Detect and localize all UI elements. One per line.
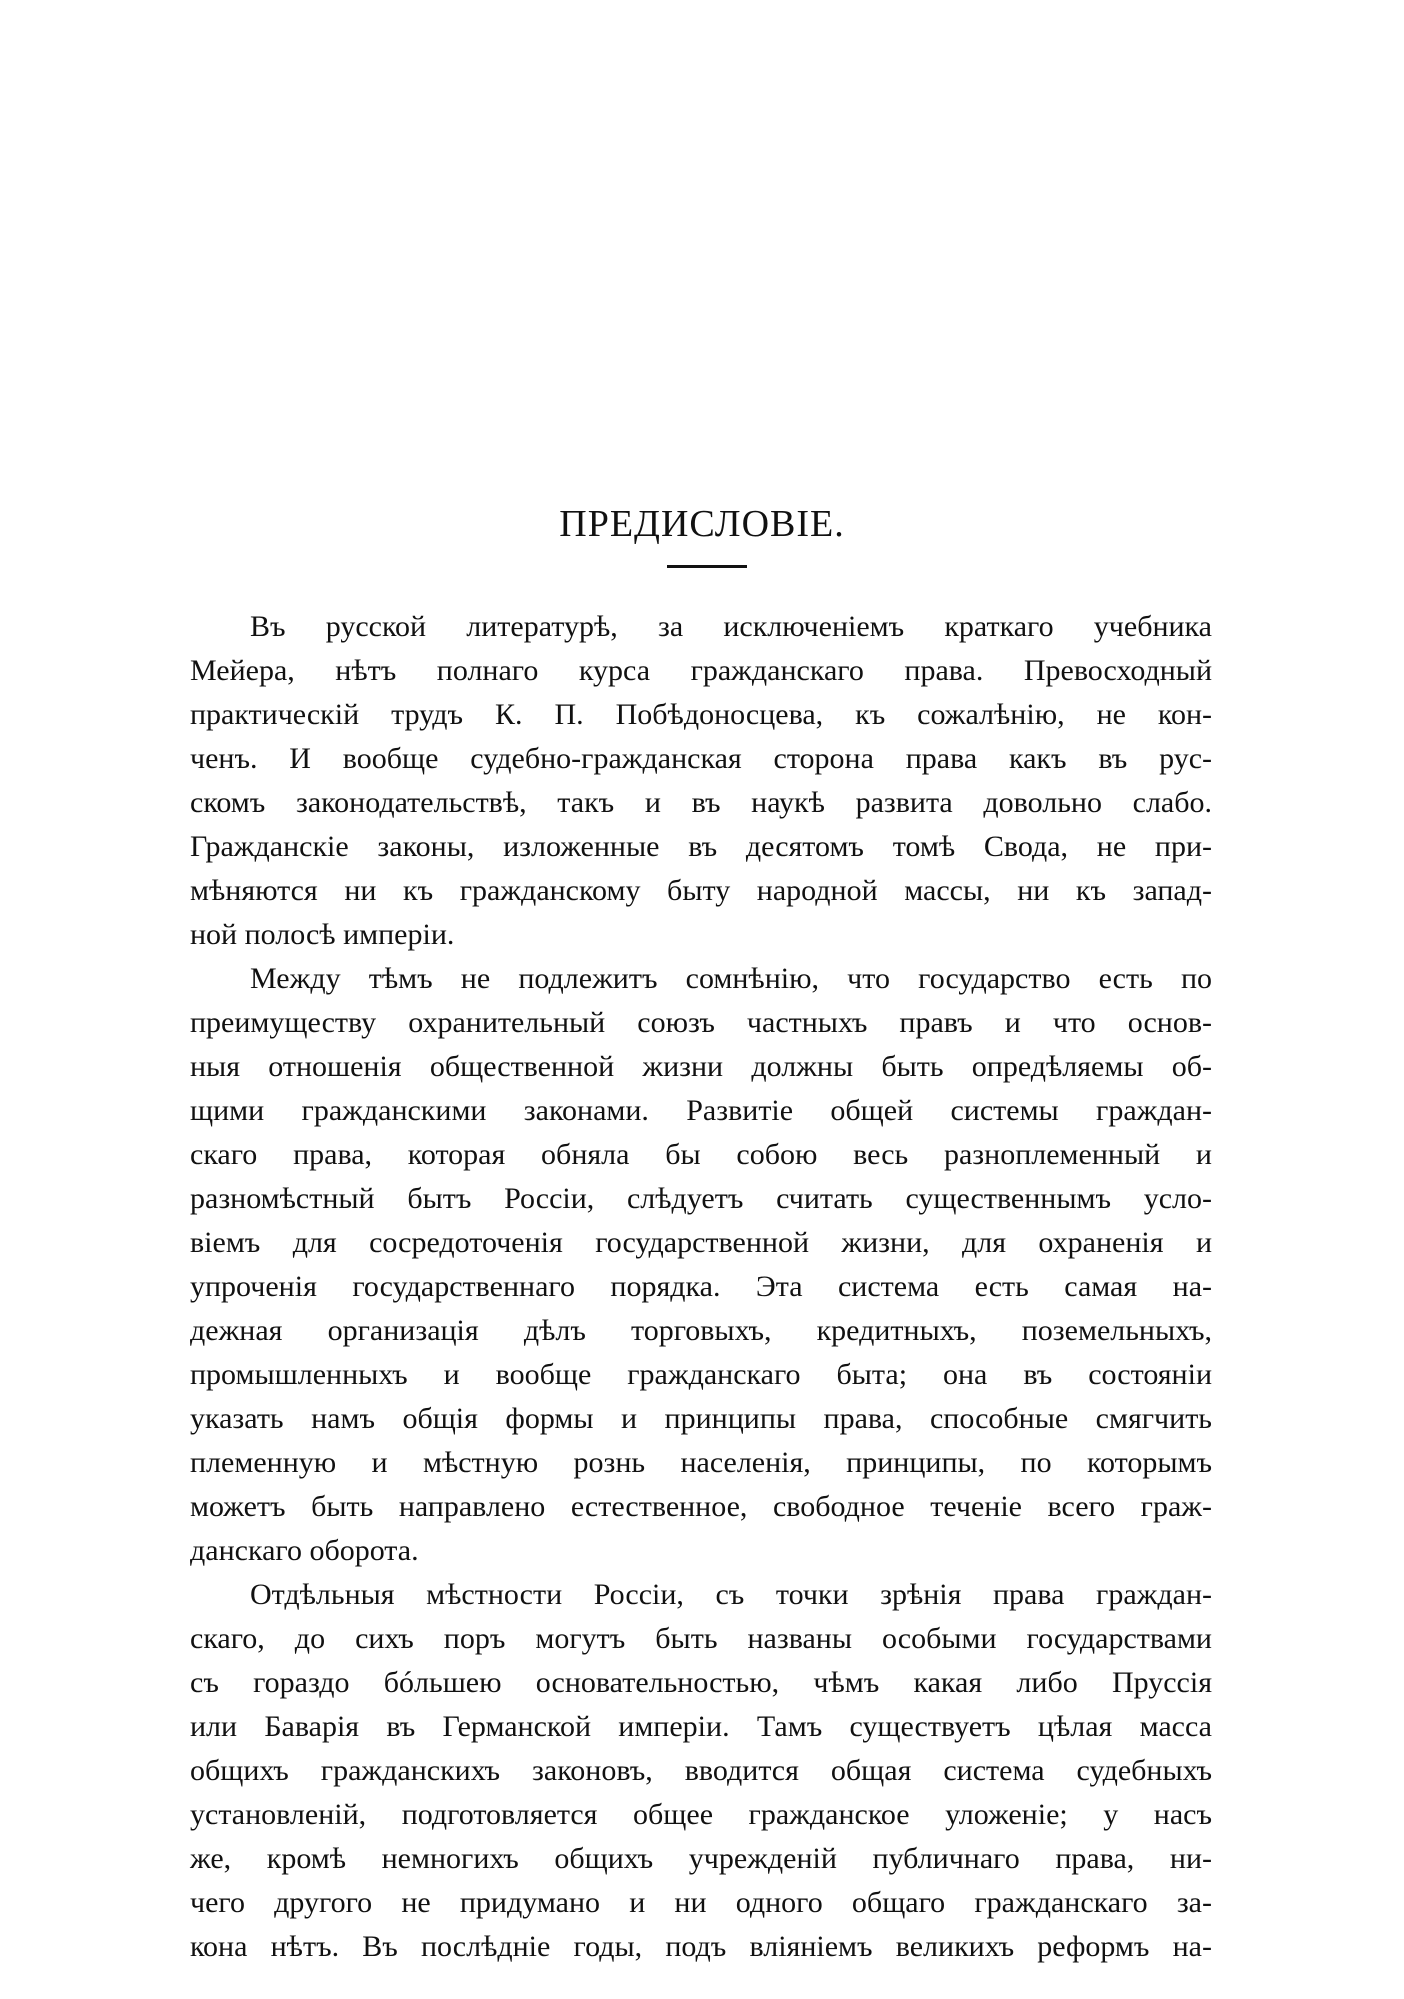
text-line: практическій трудъ К. П. Побѣдоносцева, къ сожалѣнію, не кон- <box>190 698 1212 731</box>
text-line: данскаго оборота. <box>190 1534 419 1567</box>
body-text <box>190 605 1212 1969</box>
text-line: віемъ для сосредоточенія государственной жизни, для охраненія и <box>190 1226 1212 1259</box>
text-line: дежная организація дѣлъ торговыхъ, кредитныхъ, поземельныхъ, <box>190 1314 1212 1347</box>
text-line: указать намъ общія формы и принципы права, способные смягчить <box>190 1402 1212 1435</box>
title-divider <box>667 565 747 568</box>
text-line: установленій, подготовляется общее гражданское уложеніе; у насъ <box>190 1798 1212 1831</box>
text-line: съ гораздо бóльшею основательностью, чѣмъ какая либо Пруссія <box>190 1666 1212 1699</box>
text-line: скаго права, которая обняла бы собою весь разноплеменный и <box>190 1138 1212 1171</box>
page-title: ПРЕДИСЛОВІЕ. <box>559 503 845 546</box>
text-line: ченъ. И вообще судебно-гражданская сторона права какъ въ рус- <box>190 742 1212 775</box>
text-line: Мейера, нѣтъ полнаго курса гражданскаго права. Превосходный <box>190 654 1212 687</box>
text-line: или Баварія въ Германской имперіи. Тамъ существуетъ цѣлая масса <box>190 1710 1212 1743</box>
paragraph-2 <box>190 957 1212 1573</box>
text-line: Между тѣмъ не подлежитъ сомнѣнію, что государство есть по <box>250 962 1212 995</box>
text-line: же, кромѣ немногихъ общихъ учрежденій публичнаго права, ни- <box>190 1842 1212 1875</box>
paragraph-3 <box>190 1573 1212 1969</box>
text-line: племенную и мѣстную рознь населенія, принципы, по которымъ <box>190 1446 1212 1479</box>
text-line: разномѣстный бытъ Россіи, слѣдуетъ считать существеннымъ усло- <box>190 1182 1212 1215</box>
text-line: скомъ законодательствѣ, такъ и въ наукѣ развита довольно слабо. <box>190 786 1212 819</box>
text-line: упроченія государственнаго порядка. Эта система есть самая на- <box>190 1270 1212 1303</box>
text-line: преимуществу охранительный союзъ частныхъ правъ и что основ- <box>190 1006 1212 1039</box>
text-line: чего другого не придумано и ни одного общаго гражданскаго за- <box>190 1886 1212 1919</box>
text-line: общихъ гражданскихъ законовъ, вводится общая система судебныхъ <box>190 1754 1212 1787</box>
text-line: можетъ быть направлено естественное, свободное теченіе всего граж- <box>190 1490 1212 1523</box>
text-line: промышленныхъ и вообще гражданскаго быта; она въ состояніи <box>190 1358 1212 1391</box>
text-line: ной полосѣ имперіи. <box>190 918 455 951</box>
text-line: Отдѣльныя мѣстности Россіи, съ точки зрѣнія права граждан- <box>250 1578 1212 1611</box>
text-line: Гражданскіе законы, изложенные въ десятомъ томѣ Свода, не при- <box>190 830 1212 863</box>
text-line: скаго, до сихъ поръ могутъ быть названы особыми государствами <box>190 1622 1212 1655</box>
text-line: Въ русской литературѣ, за исключеніемъ краткаго учебника <box>250 610 1212 643</box>
text-line: мѣняются ни къ гражданскому быту народной массы, ни къ запад- <box>190 874 1212 907</box>
text-line: щими гражданскими законами. Развитіе общей системы граждан- <box>190 1094 1212 1127</box>
text-line: ныя отношенія общественной жизни должны быть опредѣляемы об- <box>190 1050 1212 1083</box>
paragraph-1 <box>190 605 1212 957</box>
text-line: кона нѣтъ. Въ послѣдніе годы, подъ вліяніемъ великихъ реформъ на- <box>190 1930 1212 1963</box>
